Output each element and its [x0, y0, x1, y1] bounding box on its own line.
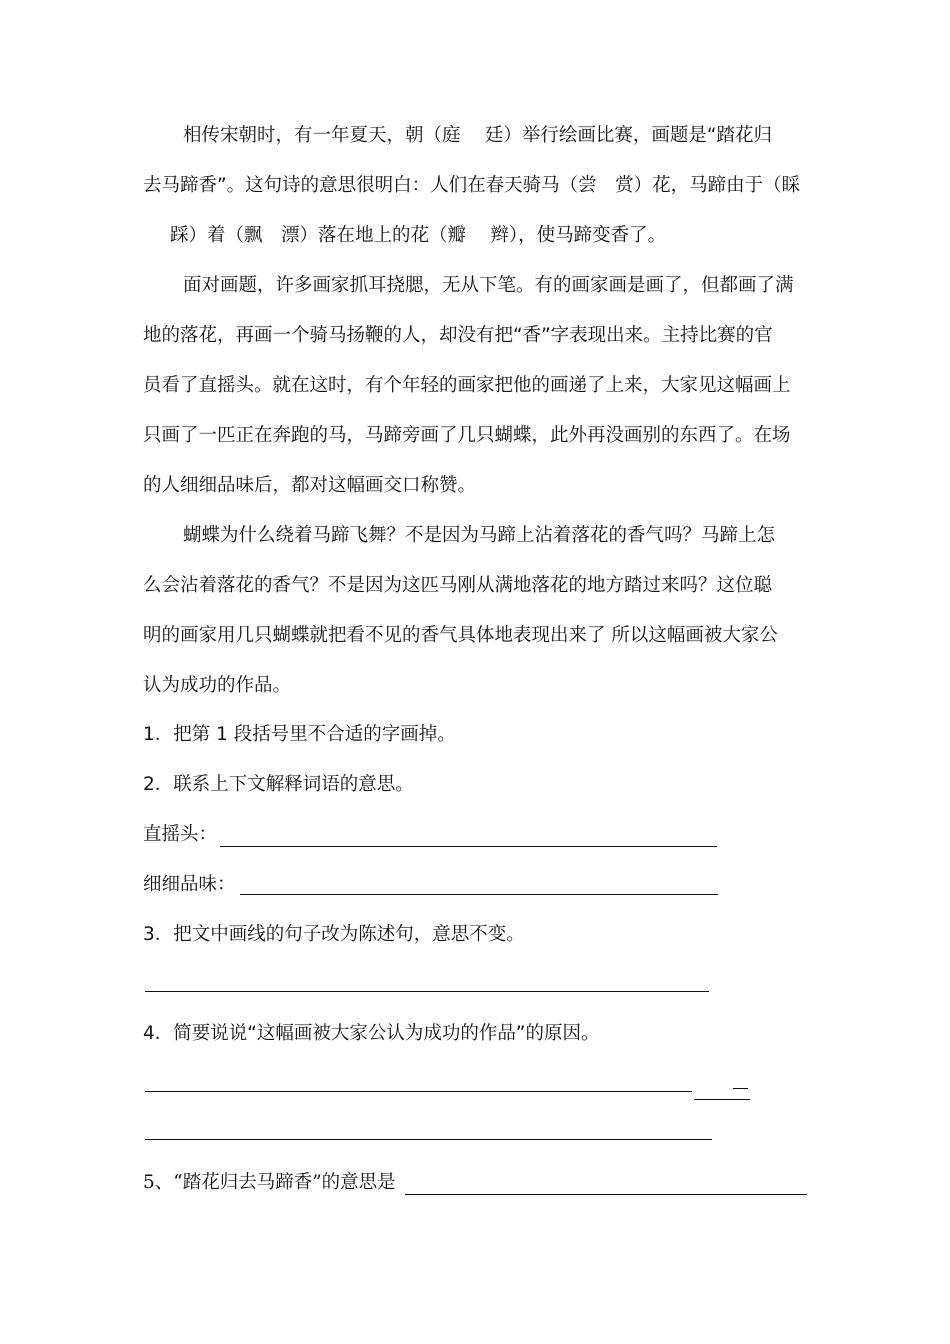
answer-line-4a-mark — [733, 1088, 748, 1089]
answer-line-3[interactable] — [145, 991, 709, 992]
passage-p1-line-3: 踩）着（飘 漂）落在地上的花（瓣 辫），使马蹄变香了。 — [170, 225, 667, 246]
question-2b-label: 细细品味： — [143, 874, 236, 895]
answer-line-4b[interactable] — [145, 1139, 712, 1140]
passage-p2-line-4: 只画了一匹正在奔跑的马，马蹄旁画了几只蝴蝶，此外再没画别的东西了。在场 — [143, 425, 791, 446]
answer-line-5[interactable] — [405, 1194, 807, 1195]
question-3: 3．把文中画线的句子改为陈述句，意思不变。 — [143, 924, 525, 945]
question-5: 5、“踏花归去马蹄香”的意思是 — [143, 1172, 396, 1193]
answer-line-4a-extension[interactable] — [694, 1099, 750, 1100]
passage-p2-line-2: 地的落花，再画一个骑马扬鞭的人，却没有把“香”字表现出来。主持比赛的官 — [143, 325, 773, 346]
question-2a-label: 直摇头： — [143, 824, 218, 845]
question-4: 4．简要说说“这幅画被大家公认为成功的作品”的原因。 — [143, 1023, 600, 1044]
passage-p2-line-5: 的人细细品味后，都对这幅画交口称赞。 — [143, 475, 477, 496]
passage-p1-line-1: 相传宋朝时，有一年夏天，朝（庭 廷）举行绘画比赛，画题是“踏花归 — [183, 125, 772, 146]
passage-p3-line-3: 明的画家用几只蝴蝶就把看不见的香气具体地表现出来了 所以这幅画被大家公 — [143, 625, 778, 646]
question-2: 2．联系上下文解释词语的意思。 — [143, 774, 414, 795]
passage-p3-line-4: 认为成功的作品。 — [143, 675, 292, 696]
answer-line-2b[interactable] — [240, 894, 718, 895]
answer-line-2a[interactable] — [220, 846, 717, 847]
passage-p3-line-1: 蝴蝶为什么绕着马蹄飞舞？不是因为马蹄上沾着落花的香气吗？马蹄上怎 — [183, 525, 776, 546]
answer-line-4a[interactable] — [145, 1091, 692, 1092]
passage-p3-line-2: 么会沾着落花的香气？不是因为这匹马刚从满地落花的地方踏过来吗？这位聪 — [143, 575, 773, 596]
passage-p2-line-3: 员看了直摇头。就在这时，有个年轻的画家把他的画递了上来，大家见这幅画上 — [143, 375, 791, 396]
question-1: 1．把第 1 段括号里不合适的字画掉。 — [143, 724, 456, 745]
passage-p1-line-2: 去马蹄香”。这句诗的意思很明白：人们在春天骑马（尝 赏）花，马蹄由于（睬 — [143, 175, 801, 196]
passage-p2-line-1: 面对画题，许多画家抓耳挠腮，无从下笔。有的画家画是画了，但都画了满 — [183, 275, 794, 296]
